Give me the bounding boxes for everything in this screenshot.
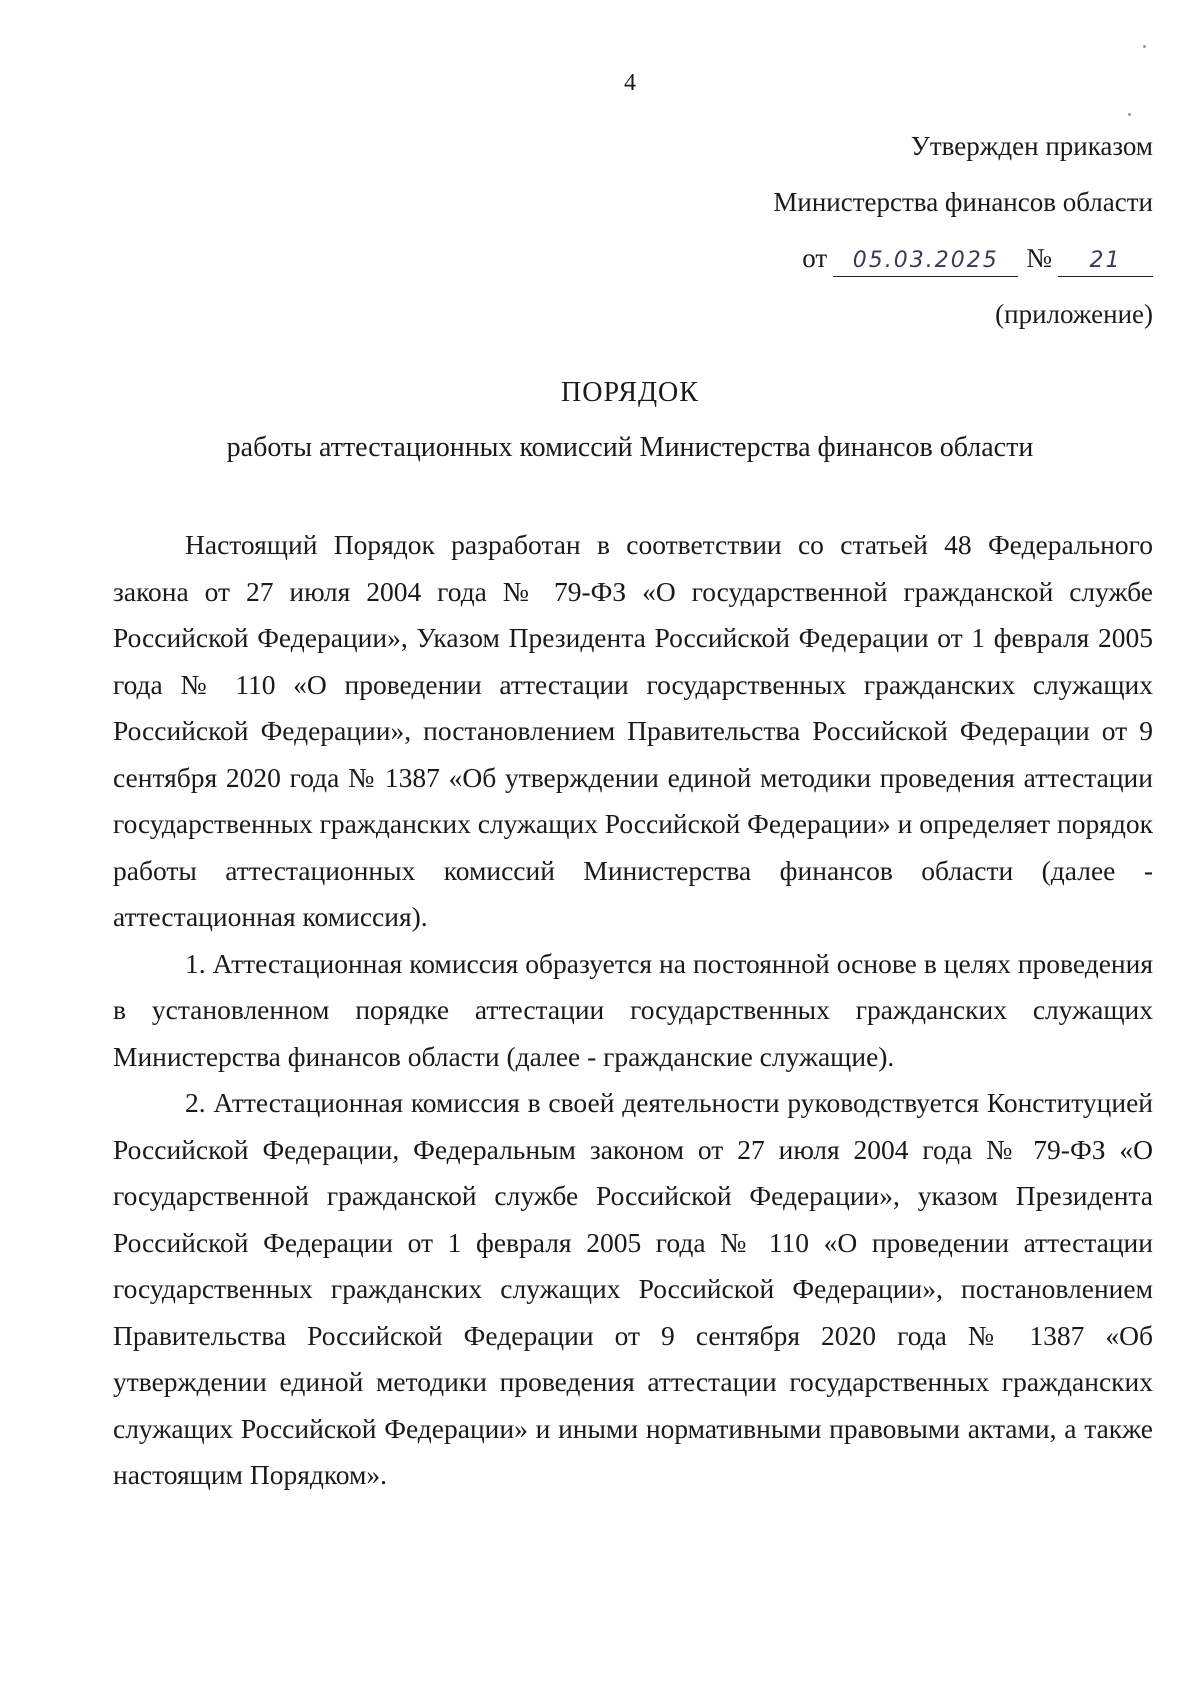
approval-block [773, 118, 1153, 342]
from-label: от [802, 243, 828, 273]
approval-number-field: 21 [1058, 246, 1153, 277]
document-title: ПОРЯДОК [561, 377, 699, 408]
scan-speck [1128, 113, 1131, 116]
paragraph-intro: Настоящий Порядок разработан в соответствии со статьей 48 Федерального закона от 27 июля 2004 года № 79-ФЗ «О государственной гражданской службе Российской Федерации», Указом Президента Российской Федерации от 1 февраля 2005 года № 110 «О проведении аттестации государственных гражданских служащих Российской Федерации», постановлением Правительства Российской Федерации от 9 сентября 2020 года № 1387 «Об утверждении единой методики проведения аттестации государственных гражданских служащих Российской Федерации» и определяет порядок работы аттестационных комиссий Министерства финансов области (далее - аттестационная комиссия). [113, 529, 1153, 932]
approval-line-2: Министерства финансов области [773, 187, 1153, 217]
paragraph-2: 2. Аттестационная комиссия в своей деятельности руководствуется Конституцией Российской Федерации, Федеральным законом от 27 июля 2004 года № 79-ФЗ «О государственной гражданской службе Российской Федерации», указом Президента Российской Федерации от 1 февраля 2005 года № 110 «О проведении аттестации государственных гражданских служащих Российской Федерации», постановлением Правительства Российской Федерации от 9 сентября 2020 года № 1387 «Об утверждении единой методики проведения аттестации государственных гражданских служащих Российской Федерации» и иными нормативными правовыми актами, а также настоящим Порядком». [113, 1087, 1153, 1490]
page-number: 4 [624, 70, 636, 96]
document-body [113, 522, 1153, 1499]
paragraph-1: 1. Аттестационная комиссия образуется на постоянной основе в целях проведения в установленном порядке аттестации государственных гражданских служащих Министерства финансов области (далее - гражданские служащие). [113, 947, 1153, 1072]
document-subtitle: работы аттестационных комиссий Министерства финансов области [226, 432, 1034, 463]
approval-line-4: (приложение) [995, 299, 1153, 329]
approval-date-field: 05.03.2025 [833, 246, 1018, 277]
number-label: № [1026, 243, 1052, 273]
approval-line-1: Утвержден приказом [910, 131, 1153, 161]
approval-line-3 [773, 230, 1153, 286]
scan-speck [1143, 45, 1146, 48]
